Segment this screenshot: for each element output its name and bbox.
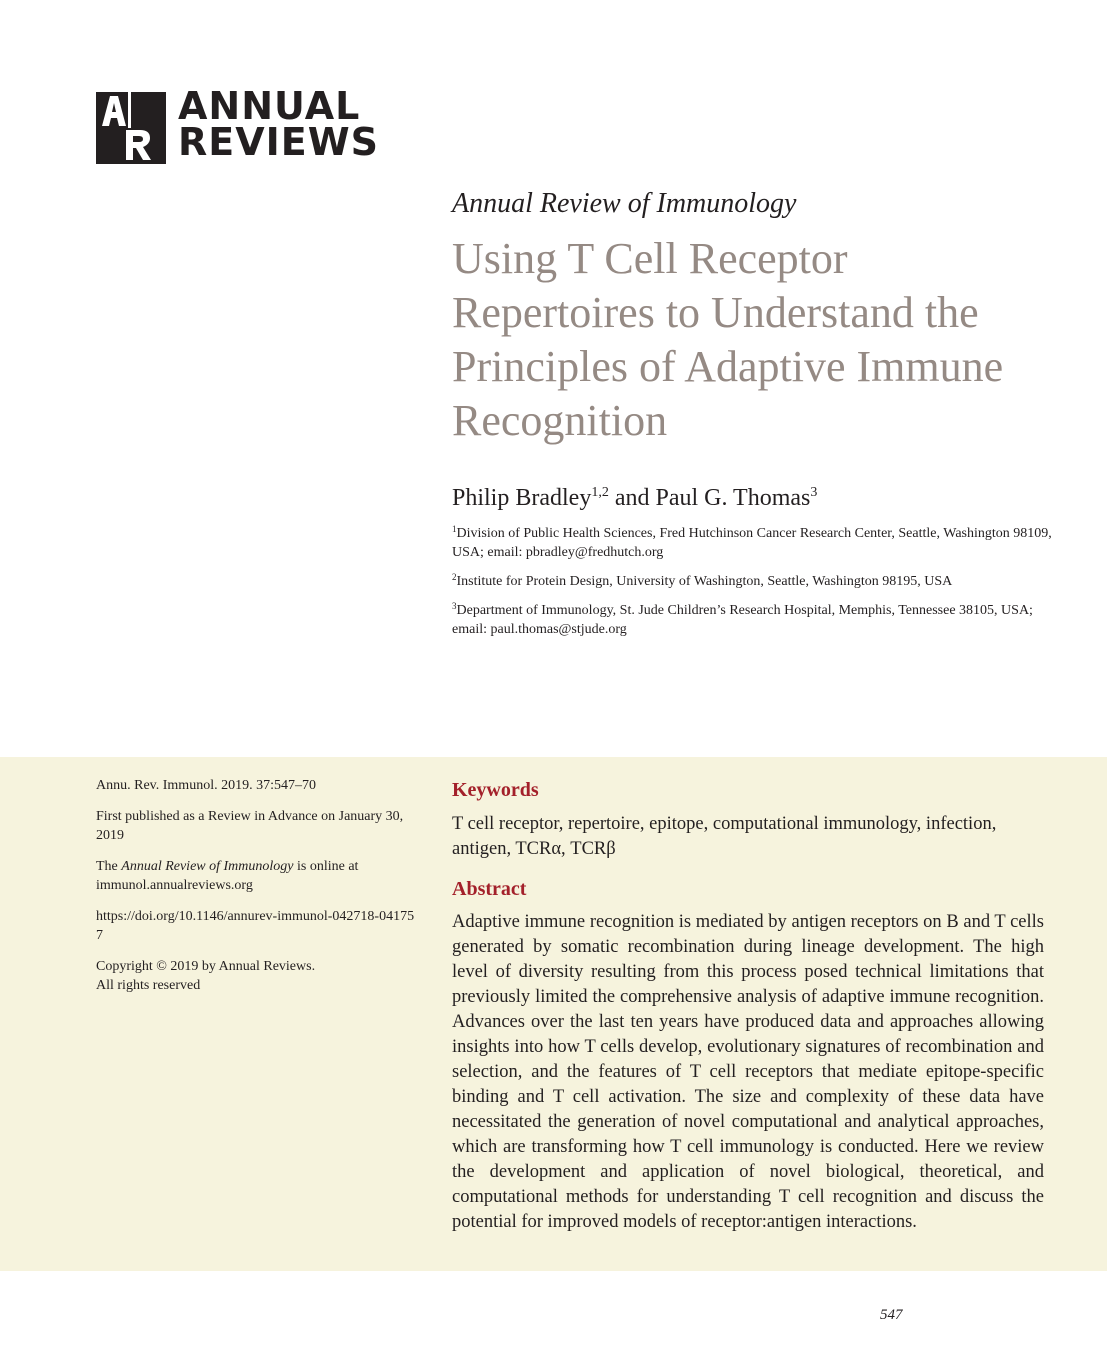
publication-info [96, 776, 421, 1007]
author-conjunction: and [608, 485, 656, 511]
affiliation-text: Institute for Protein Design, University of Washington, Seattle, Washington 98195, USA [456, 574, 953, 589]
affiliation-item [452, 520, 1052, 562]
title-line: Using T Cell Receptor [452, 234, 848, 283]
affiliation-marker: 1 [452, 524, 457, 534]
abstract-heading: Abstract [452, 878, 527, 900]
author-affiliation-marker: 3 [810, 485, 818, 500]
doi-link[interactable]: https://doi.org/10.1146/annurev-immunol-042718-041757 [96, 909, 415, 943]
affiliation-text: Division of Public Health Sciences, Fred Hutchinson Cancer Research Center, Seattle, Washington 98109, USA; email: pbradley@fredhutch.org [452, 526, 1052, 560]
author-name: Paul G. Thomas [655, 485, 811, 511]
annual-reviews-logo [96, 84, 380, 166]
title-line: Repertoires to Understand the [452, 288, 979, 337]
online-availability [96, 857, 421, 895]
affiliation-item [452, 597, 1052, 639]
copyright-line: Copyright © 2019 by Annual Reviews. [96, 959, 316, 974]
author-list [452, 476, 817, 515]
logo-line-1: ANNUAL [178, 84, 361, 128]
keywords-heading: Keywords [452, 779, 539, 801]
article-title [452, 232, 1072, 448]
author-affiliation-marker: 1,2 [591, 485, 609, 500]
keywords-text: T cell receptor, repertoire, epitope, computational immunology, infection, antigen, TCRα, TCRβ [452, 814, 997, 859]
title-line: Recognition [452, 396, 668, 445]
affiliation-marker: 3 [452, 601, 457, 611]
logo-line-2: REVIEWS [178, 120, 380, 164]
page-number: 547 [880, 1307, 903, 1323]
online-suffix: is online at immunol.annualreviews.org [96, 859, 359, 893]
affiliation-marker: 2 [452, 572, 457, 582]
affiliation-text: Department of Immunology, St. Jude Children’s Research Hospital, Memphis, Tennessee 38105, USA; email: paul.thomas@stjude.org [452, 603, 1033, 637]
logo-wordmark [178, 84, 380, 164]
title-line: Principles of Adaptive Immune [452, 342, 1004, 391]
journal-name: Annual Review of Immunology [452, 188, 797, 219]
copyright [96, 957, 421, 995]
ar-logo-mark-icon [96, 92, 166, 164]
online-journal-name: Annual Review of Immunology [121, 859, 294, 874]
author-name: Philip Bradley [452, 485, 592, 511]
first-published: First published as a Review in Advance on January 30, 2019 [96, 809, 404, 843]
online-prefix: The [96, 859, 122, 874]
affiliations [452, 520, 1052, 645]
citation: Annu. Rev. Immunol. 2019. 37:547–70 [96, 778, 316, 793]
rights-line: All rights reserved [96, 978, 201, 993]
abstract-text: Adaptive immune recognition is mediated by antigen receptors on B and T cells generated by somatic recombination during lineage development. The high level of diversity resulting from this process posed technical limitations that previously limited the comprehensive analysis of adaptive immune recognition. Advances over the last ten years have produced data and approaches allowing insights into how T cells develop, evolutionary signatures of recombination and selection, and the features of T cell receptors that mediate epitope-specific binding and T cell activation. The size and complexity of these data have necessitated the generation of novel computational and analytical approaches, which are transforming how T cell immunology is conducted. Here we review the development and application of novel biological, theoretical, and computational methods for understanding T cell recognition and discuss the potential for improved models of receptor:antigen interactions. [452, 912, 1044, 1232]
affiliation-item [452, 568, 1052, 591]
